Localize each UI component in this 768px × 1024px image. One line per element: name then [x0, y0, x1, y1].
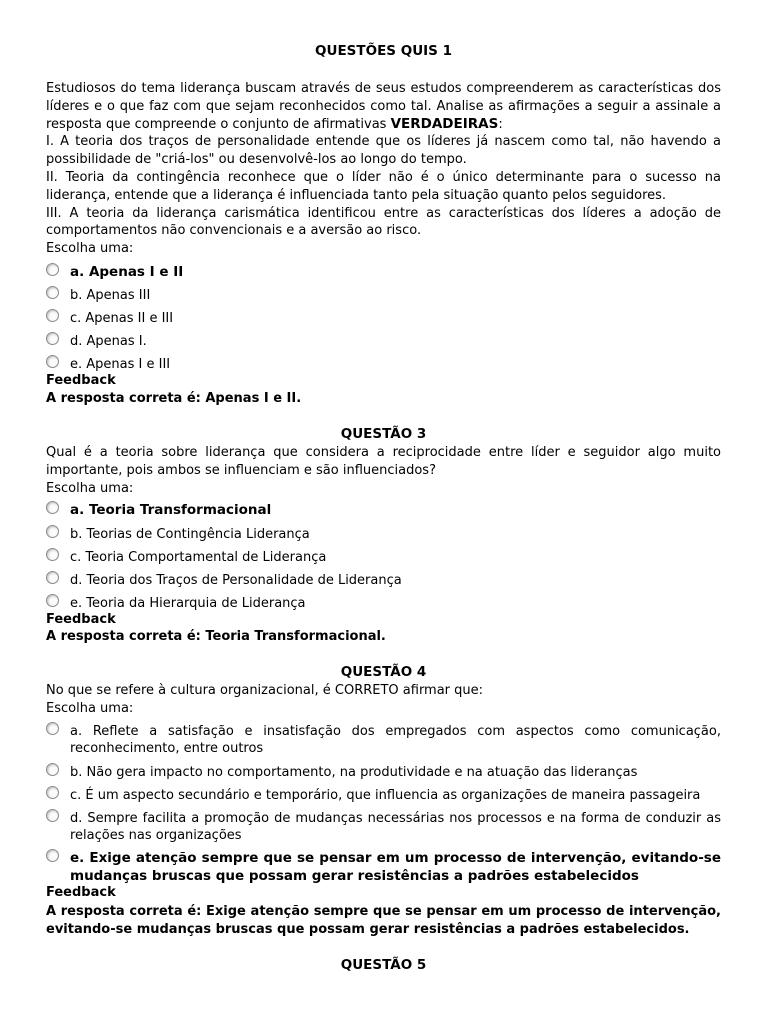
radio-icon[interactable]	[46, 571, 59, 584]
question-1-option-e[interactable]	[46, 356, 721, 373]
radio-icon[interactable]	[46, 548, 59, 561]
option-label: b. Teorias de Contingência Liderança	[70, 527, 310, 542]
radio-icon[interactable]	[46, 786, 59, 799]
radio-icon[interactable]	[46, 501, 59, 514]
question-1-feedback-label: Feedback	[46, 373, 116, 388]
question-3-option-c[interactable]	[46, 549, 721, 566]
question-4-title: QUESTÃO 4	[340, 664, 427, 680]
radio-icon[interactable]	[46, 286, 59, 299]
question-1-statement-3: III. A teoria da liderança carismática identificou entre as características dos líderes a adoção de comportamentos não convencionais e a aversão ao risco.	[46, 205, 721, 239]
option-label: c. Teoria Comportamental de Liderança	[70, 550, 327, 565]
question-1-body	[46, 80, 721, 258]
question-3-answer: A resposta correta é: Teoria Transformacional.	[46, 629, 386, 644]
question-3-feedback-label: Feedback	[46, 612, 116, 627]
question-1-option-c[interactable]	[46, 310, 721, 327]
option-label: a. Reflete a satisfação e insatisfação dos empregados com aspectos como comunicação, reconhecimento, entre outros	[70, 724, 721, 756]
question-4-option-c[interactable]	[46, 787, 721, 804]
radio-icon[interactable]	[46, 594, 59, 607]
question-4-text: No que se refere à cultura organizacional, é CORRETO afirmar que:	[46, 683, 484, 698]
question-1-statement-1: I. A teoria dos traços de personalidade entende que os líderes já nascem como tal, não havendo a possibilidade de "criá-los" ou desenvolvê-los ao longo do tempo.	[46, 134, 721, 168]
question-3-option-a[interactable]	[46, 502, 721, 519]
question-1-intro-text: Estudiosos do tema liderança buscam através de seus estudos compreenderem as características dos líderes e o que faz com que sejam reconhecidos como tal. Analise as afirmações a seguir a assinale a resposta que compreende o conjunto de afirmativas	[46, 81, 721, 132]
option-label: e. Apenas I e III	[70, 357, 171, 372]
question-1-option-a[interactable]	[46, 264, 721, 281]
question-3-prompt: Escolha uma:	[46, 480, 134, 496]
question-1-intro-colon: :	[498, 116, 503, 132]
question-4-feedback-label: Feedback	[46, 885, 116, 900]
question-1-answer: A resposta correta é: Apenas I e II.	[46, 391, 302, 406]
radio-icon[interactable]	[46, 763, 59, 776]
question-3-option-e[interactable]	[46, 595, 721, 612]
option-label: b. Apenas III	[70, 288, 151, 303]
radio-icon[interactable]	[46, 263, 59, 276]
option-label: e. Teoria da Hierarquia de Liderança	[70, 596, 306, 611]
radio-icon[interactable]	[46, 809, 59, 822]
question-4-option-e[interactable]	[46, 850, 721, 885]
question-1-option-b[interactable]	[46, 287, 721, 304]
radio-icon[interactable]	[46, 355, 59, 368]
question-4-option-d[interactable]	[46, 810, 721, 844]
question-1-option-d[interactable]	[46, 333, 721, 350]
question-3-option-d[interactable]	[46, 572, 721, 589]
question-5-title: QUESTÃO 5	[340, 957, 427, 973]
question-4-prompt: Escolha uma:	[46, 700, 134, 716]
radio-icon[interactable]	[46, 849, 59, 862]
option-label: a. Apenas I e II	[70, 264, 184, 280]
question-1-intro-emphasis: VERDADEIRAS	[390, 115, 499, 132]
option-label: a. Teoria Transformacional	[70, 502, 272, 518]
option-label: e. Exige atenção sempre que se pensar em um processo de intervenção, evitando-se mudanças bruscas que possam gerar resistências a padrões estabelecidos	[70, 850, 721, 884]
radio-icon[interactable]	[46, 525, 59, 538]
option-label: d. Sempre facilita a promoção de mudanças necessárias nos processos e na forma de conduzir as relações nas organizações	[70, 811, 721, 843]
question-1-title: QUESTÕES QUIS 1	[315, 43, 452, 59]
question-1-intro	[46, 80, 721, 133]
radio-icon[interactable]	[46, 722, 59, 735]
question-3-text: Qual é a teoria sobre liderança que considera a reciprocidade entre líder e seguidor algo muito importante, pois ambos se influenciam e são influenciados?	[46, 445, 721, 478]
option-label: c. Apenas II e III	[70, 311, 174, 326]
radio-icon[interactable]	[46, 309, 59, 322]
question-4-option-b[interactable]	[46, 764, 721, 781]
question-4-body	[46, 682, 721, 718]
option-label: d. Apenas I.	[70, 334, 147, 349]
question-4-answer: A resposta correta é: Exige atenção sempre que se pensar em um processo de intervenção, evitando-se mudanças bruscas que possam gerar resistências a padrões estabelecidos.	[46, 904, 721, 937]
question-3-body	[46, 444, 721, 497]
option-label: b. Não gera impacto no comportamento, na produtividade e na atuação das lideranças	[70, 765, 638, 780]
question-1-statement-2: II. Teoria da contingência reconhece que o líder não é o único determinante para o sucesso na liderança, entende que a liderança é influenciada tanto pela situação quanto pelos seguidores.	[46, 169, 721, 203]
question-3-option-b[interactable]	[46, 526, 721, 543]
question-3-title: QUESTÃO 3	[340, 426, 427, 442]
option-label: c. É um aspecto secundário e temporário, que influencia as organizações de maneira passageira	[70, 788, 701, 803]
question-4-option-a[interactable]	[46, 723, 721, 757]
question-1-prompt: Escolha uma:	[46, 241, 134, 257]
radio-icon[interactable]	[46, 332, 59, 345]
option-label: d. Teoria dos Traços de Personalidade de Liderança	[70, 573, 402, 588]
